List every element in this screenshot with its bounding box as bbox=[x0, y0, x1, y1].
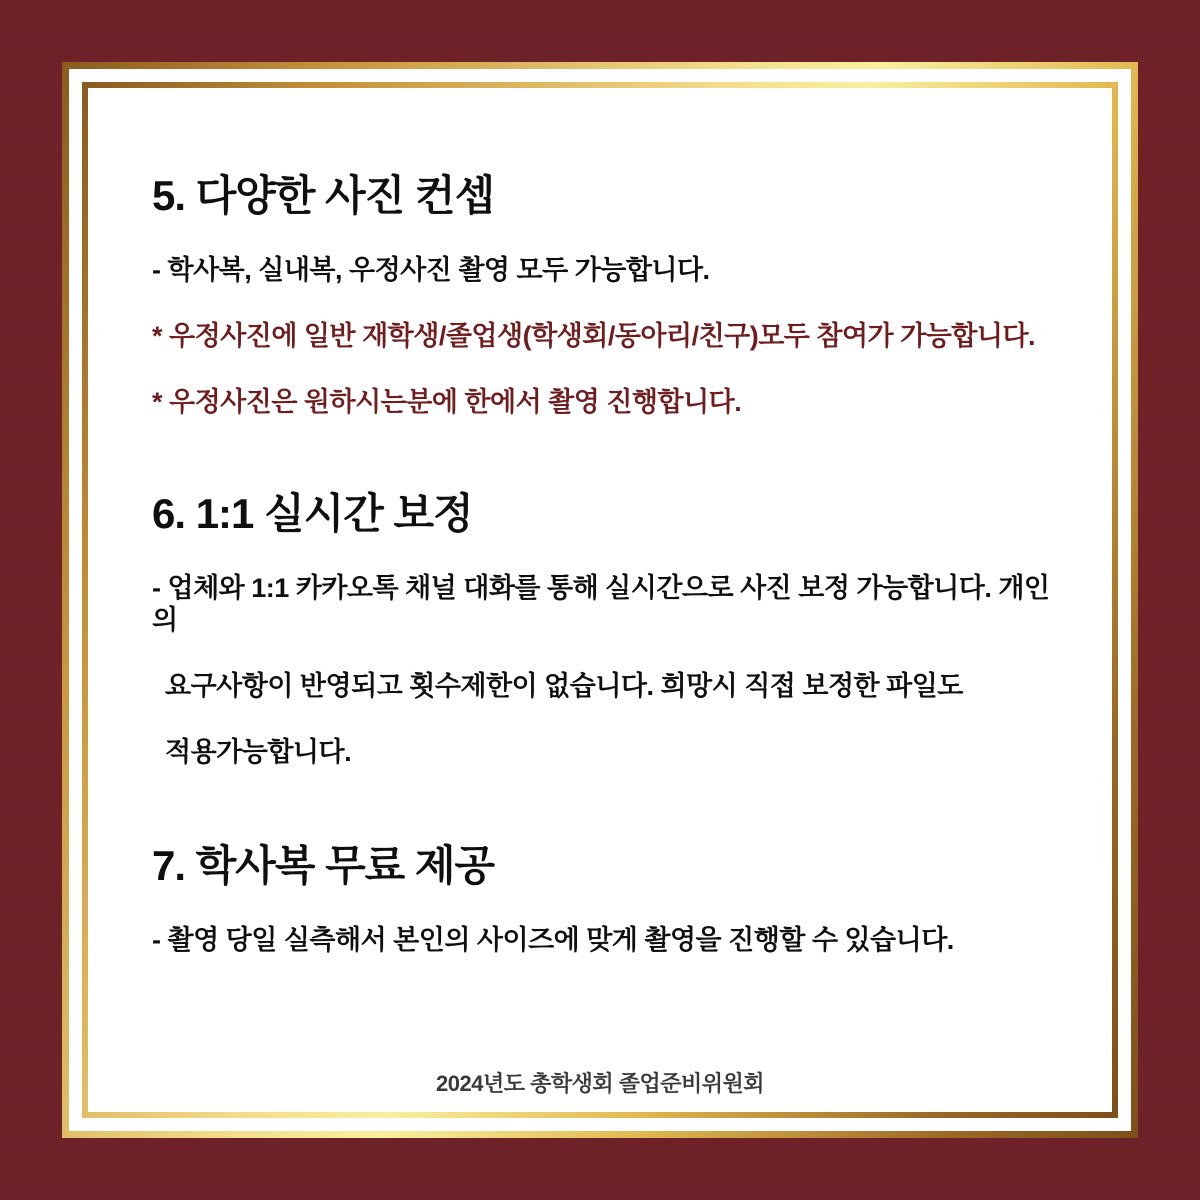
section-7-line-1: - 촬영 당일 실측해서 본인의 사이즈에 맞게 촬영을 진행할 수 있습니다. bbox=[152, 925, 954, 955]
section-6-line-3: 적용가능합니다. bbox=[165, 737, 352, 767]
section-title-5: 5. 다양한 사진 컨셉 bbox=[152, 172, 495, 219]
section-photo-concepts bbox=[152, 172, 1056, 418]
section-5-note-1: * 우정사진에 일반 재학생/졸업생(학생회/동아리/친구)모두 참여가 가능합니다. bbox=[152, 321, 1036, 351]
section-title-6: 6. 1:1 실시간 보정 bbox=[152, 490, 473, 537]
content-area bbox=[88, 88, 1112, 1112]
section-6-line-1: - 업체와 1:1 카카오톡 채널 대화를 통해 실시간으로 사진 보정 가능합니다. 개인의 bbox=[152, 573, 1050, 635]
gold-frame-inner bbox=[82, 82, 1118, 1118]
section-realtime-retouch bbox=[152, 490, 1056, 768]
section-free-gown bbox=[152, 842, 1056, 956]
footer-credit: 2024년도 총학생회 졸업준비위원회 bbox=[436, 1071, 764, 1096]
section-title-7: 7. 학사복 무료 제공 bbox=[152, 842, 495, 889]
section-6-line-2: 요구사항이 반영되고 횟수제한이 없습니다. 희망시 직접 보정한 파일도 bbox=[165, 671, 963, 701]
frame-white-gap bbox=[69, 69, 1131, 1131]
section-5-line-1: - 학사복, 실내복, 우정사진 촬영 모두 가능합니다. bbox=[152, 255, 710, 285]
gold-frame-outer bbox=[62, 62, 1138, 1138]
section-5-note-2: * 우정사진은 원하시는분에 한에서 촬영 진행합니다. bbox=[152, 387, 742, 417]
